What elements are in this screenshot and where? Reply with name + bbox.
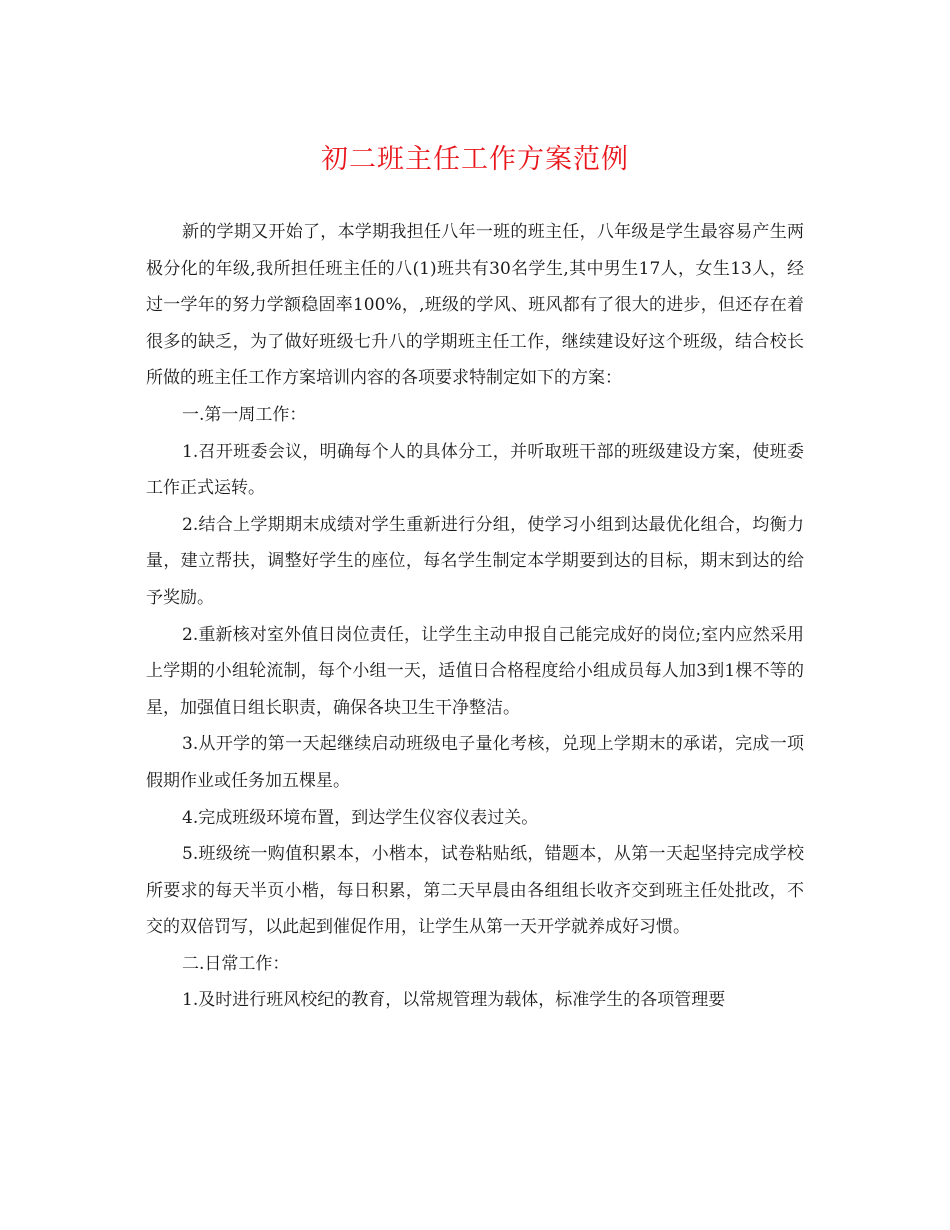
paragraph-item: 3.从开学的第一天起继续启动班级电子量化考核，兑现上学期末的承诺，完成一项假期作业或任务加五棵星。	[146, 734, 804, 791]
paragraph-item: 1.及时进行班风校纪的教育，以常规管理为载体，标准学生的各项管理要	[182, 990, 726, 1011]
paragraph-item: 1.召开班委会议，明确每个人的具体分工，并听取班干部的班级建设方案，使班委工作正式运转。	[146, 441, 804, 499]
paragraph-intro: 新的学期又开始了，本学期我担任八年一班的班主任，八年级是学生最容易产生两极分化的年级,我所担任班主任的八(1)班共有30名学生,其中男生17人，女生13人，经过一学年的努力学额稳固率100%，,班级的学风、班风都有了很大的进步，但还存在着很多的缺乏，为了做好班级七升八的学期班主任工作，继续建设好这个班级，结合校长所做的班主任工作方案培训内容的各项要求特制定如下的方案：	[146, 222, 804, 389]
paragraph-item: 2.结合上学期期末成绩对学生重新进行分组，使学习小组到达最优化组合，均衡力量，建立帮扶，调整好学生的座位，每名学生制定本学期要到达的目标，期末到达的给予奖励。	[146, 514, 804, 608]
section-heading-daily-work: 二.日常工作：	[182, 953, 290, 974]
document-title: 初二班主任工作方案范例	[321, 144, 629, 175]
section-heading-first-week: 一.第一周工作：	[182, 404, 307, 425]
paragraph-item: 5.班级统一购值积累本，小楷本，试卷粘贴纸，错题本，从第一天起坚持完成学校所要求的每天半页小楷，每日积累，第二天早晨由各组组长收齐交到班主任处批改，不交的双倍罚写，以此起到催促作用，让学生从第一天开学就养成好习惯。	[146, 844, 804, 938]
paragraph-item: 2.重新核对室外值日岗位责任，让学生主动申报自己能完成好的岗位;室内应然采用上学期的小组轮流制，每个小组一天，适值日合格程度给小组成员每人加3到1棵不等的星，加强值日组长职责，确保各块卫生干净整洁。	[146, 624, 804, 718]
document-body	[146, 214, 804, 1019]
paragraph-item: 4.完成班级环境布置，到达学生仪容仪表过关。	[182, 807, 539, 828]
